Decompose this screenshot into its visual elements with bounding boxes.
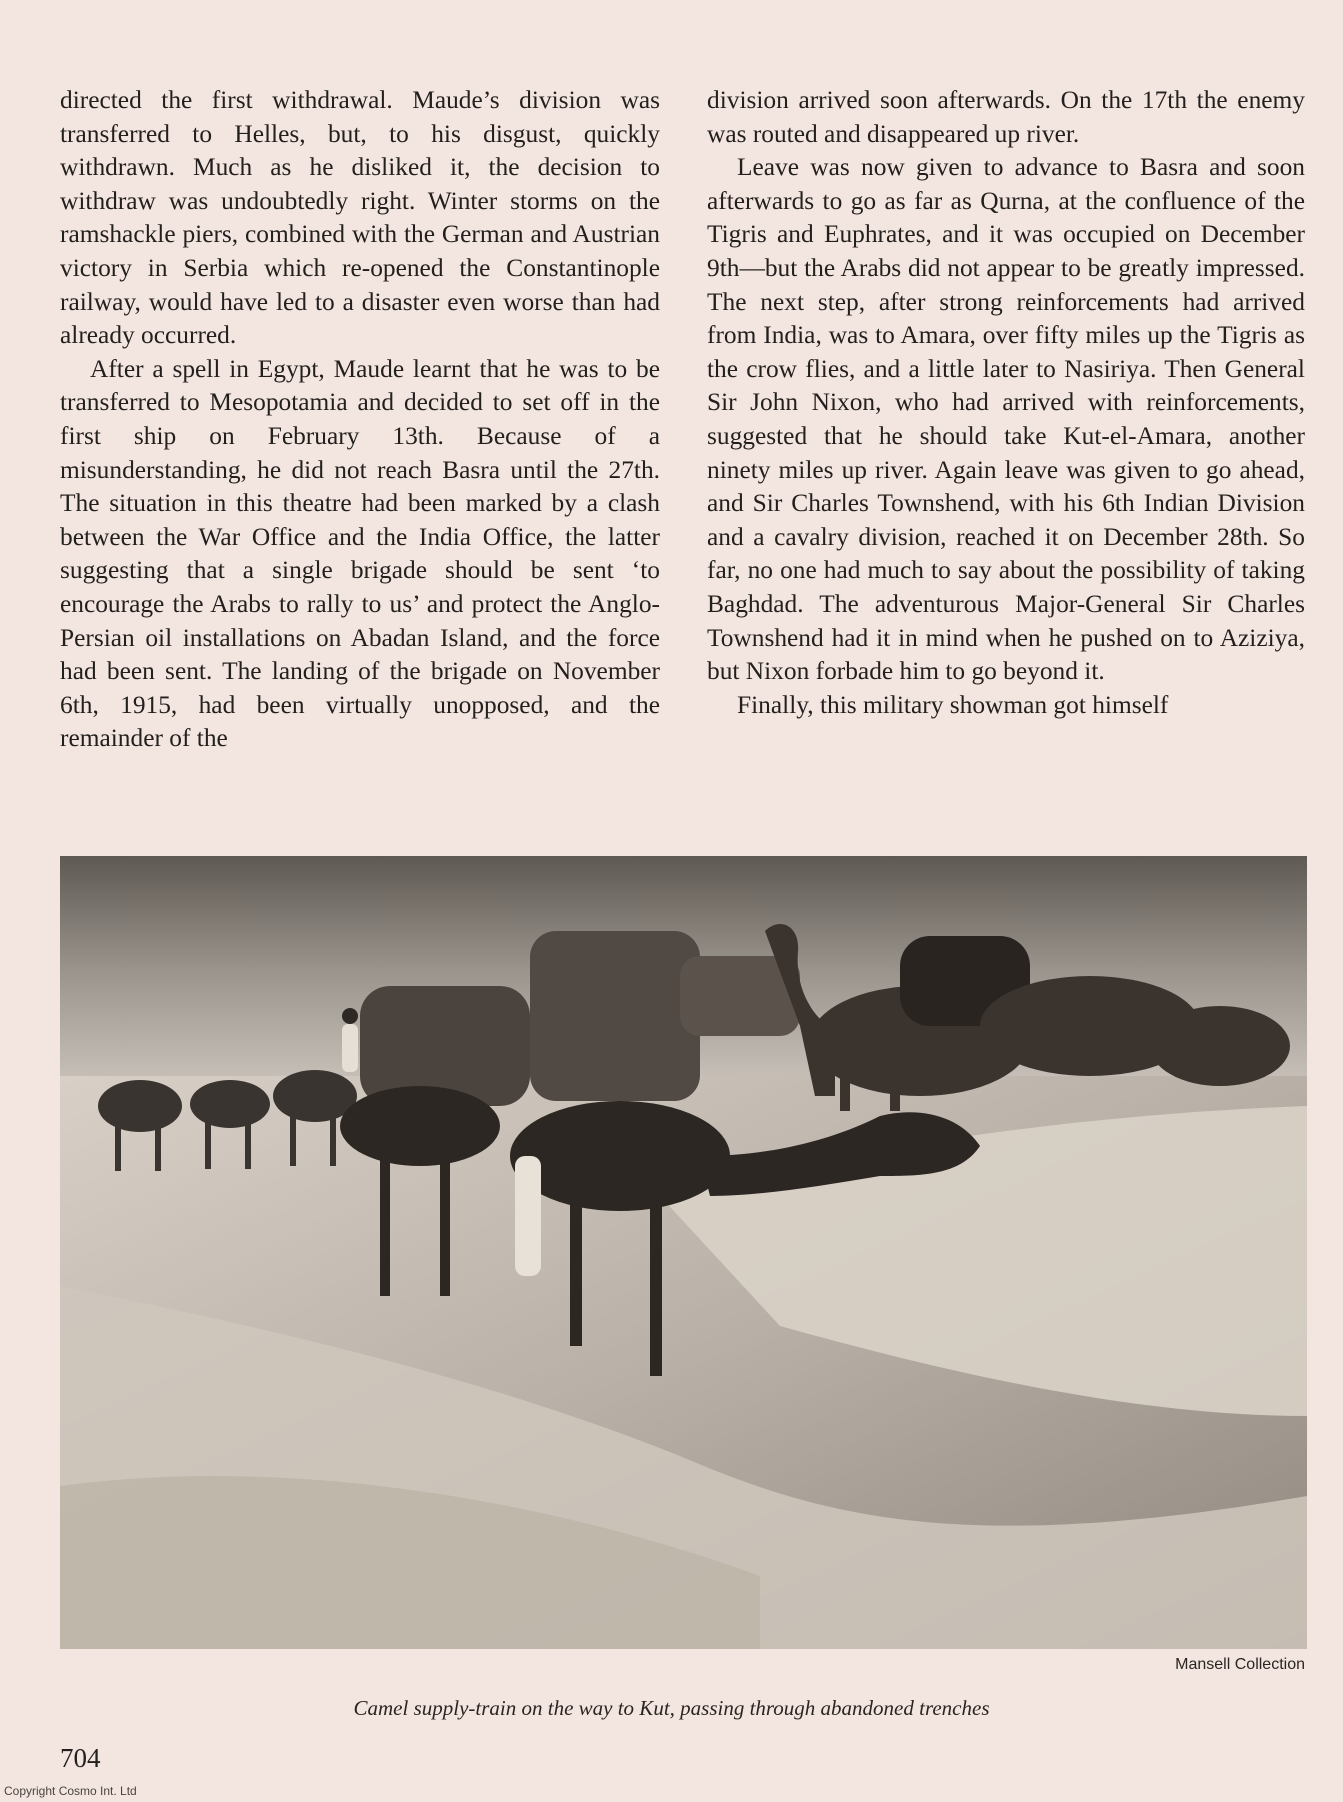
paragraph: Leave was now given to advance to Basra and soon afterwards to go as far as Qurna, at the confluence of the Tigris and Euphrates, and it was occupied on December 9th—but the Arabs did not appear to be greatly impressed. The next step, after strong reinforcements had arrived from India, was to Amara, over fifty miles up the Tigris as the crow flies, and a little later to Nasiriya. Then General Sir John Nixon, who had arrived with reinforcements, suggested that he should take Kut-el-Amara, another ninety miles up river. Again leave was given to go ahead, and Sir Charles Townshend, with his 6th Indian Division and a cavalry division, reached it on December 28th. So far, no one had much to say about the possibility of taking Baghdad. The adventurous Major-General Sir Charles Townshend had it in mind when he pushed on to Aziziya, but Nixon forbade him to go beyond it.: [707, 153, 1305, 686]
paragraph: directed the first withdrawal. Maude’s division was transferred to Helles, but, to his disgust, quickly withdrawn. Much as he disliked it, the decision to withdraw was undoubtedly right. Winter storms on the ramshackle piers, combined with the German and Austrian victory in Serbia which re-opened the Constantinople railway, would have led to a disaster even worse than had already occurred.: [60, 86, 660, 350]
copyright-notice: Copyright Cosmo Int. Ltd: [4, 1784, 137, 1798]
paragraph: Finally, this military showman got himself: [737, 690, 1169, 719]
right-text-column: [707, 84, 1305, 722]
photo-caption: Camel supply-train on the way to Kut, passing through abandoned trenches: [353, 1696, 990, 1720]
photo-credit: Mansell Collection: [1175, 1656, 1305, 1673]
left-text-column: [60, 84, 660, 756]
camel-train-illustration: [60, 856, 1307, 1649]
camel-photograph: [60, 856, 1307, 1649]
paragraph: After a spell in Egypt, Maude learnt that he was to be transferred to Mesopotamia and decided to set off in the first ship on February 13th. Because of a misunderstanding, he did not reach Basra until the 27th. The situation in this theatre had been marked by a clash between the War Office and the India Office, the latter suggesting that a single brigade should be sent ‘to encourage the Arabs to rally to us’ and protect the Anglo-Persian oil installations on Abadan Island, and the force had been sent. The landing of the brigade on November 6th, 1915, had been virtually unopposed, and the remainder of the: [60, 354, 660, 753]
paragraph: division arrived soon afterwards. On the 17th the enemy was routed and disappeared up river.: [707, 86, 1305, 148]
page-number: 704: [60, 1743, 101, 1773]
